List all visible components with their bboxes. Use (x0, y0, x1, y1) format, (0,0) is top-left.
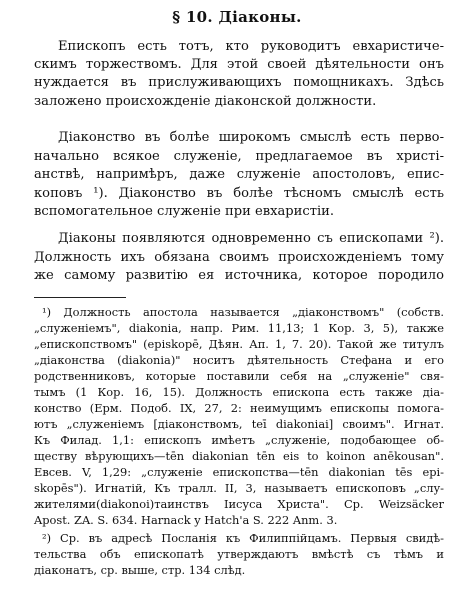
body-line: же самому развитію ея источника, которое породило (34, 268, 444, 283)
footnote-line: родственниковъ, которые поставили себя на „служеніе" свя- (34, 369, 444, 383)
body-line: Должность ихъ обязана своимъ происхожденіемъ тому (34, 250, 444, 265)
body-line: анствѣ, напримѣръ, даже служеніе апостоловъ, епис- (34, 167, 444, 182)
body-line: заложено происхожденіе діаконской должности. (34, 94, 377, 109)
footnote-line: „служеніемъ", diakonia, напр. Рим. 11,13; 1 Кор. 3, 5), также (34, 321, 444, 335)
footnote-line: ютъ „служеніемъ [діаконствомъ, teī diakoniai] своимъ". Игнат. (34, 417, 444, 431)
footnote-line: Евсев. V, 1,29: „служеніе епископства—tēn diakonian tēs epi- (34, 465, 444, 479)
footnote-line: діаконатъ, ср. выше, стр. 134 слѣд. (34, 563, 246, 577)
footnote-line: ¹) Должность апостола называется „діаконствомъ" (собств. (42, 305, 444, 319)
footnote-line: skopēs"). Игнатій, Къ тралл. II, 3, называетъ епископовъ „слу- (34, 481, 444, 495)
body-line: Діаконы появляются одновременно съ епископами ²). (58, 231, 444, 246)
footnote-line: ²) Ср. въ адресѣ Посланія къ Филиппійцамъ. Первыя свидѣ- (42, 531, 444, 545)
body-line: вспомогательное служеніе при евхаристіи. (34, 204, 335, 219)
body-line: Епископъ есть тотъ, кто руководитъ евхаристиче- (58, 39, 444, 54)
footnote-line: тельства объ епископатѣ утверждаютъ вмѣстѣ съ тѣмъ и (34, 547, 444, 561)
section-heading: § 10. Діаконы. (172, 8, 302, 26)
footnote-line: „епископствомъ" (episkopē, Дѣян. Ап. 1, 7. 20). Такой же титулъ (34, 337, 444, 351)
body-line: скимъ торжествомъ. Для этой своей дѣятельности онъ (34, 57, 444, 72)
footnote-line: Къ Филад. 1,1: епископъ имѣетъ „служеніе, подобающее об- (34, 433, 444, 447)
body-line: нуждается въ прислуживающихъ помощникахъ. Здѣсь (34, 75, 444, 90)
footnote-line: жителями(diakonoi)таинствъ Іисуса Христа". Ср. Weizsäcker (34, 497, 444, 511)
footnote-line: ществу вѣрующихъ—tēn diakonian tēn eis to koinon anēkousan". (34, 449, 444, 463)
footnote-separator (34, 297, 126, 298)
body-line: коповъ ¹). Діаконство въ болѣе тѣсномъ смыслѣ есть (34, 186, 444, 201)
body-line: начально всякое служеніе, предлагаемое въ христі- (34, 149, 444, 164)
footnote-line: Apost. ZA. S. 634. Harnack y Hatch'a S. 222 Anm. 3. (34, 513, 338, 527)
body-line: Діаконство въ болѣе широкомъ смыслѣ есть перво- (58, 130, 444, 145)
footnote-line: тымъ (1 Кор. 16, 15). Должность епископа есть также діа- (34, 385, 444, 399)
footnote-line: конство (Ерм. Подоб. IX, 27, 2: неимущимъ епископы помога- (34, 401, 444, 415)
footnote-line: „діаконства (diakonia)" носитъ дѣятельность Стефана и его (34, 353, 444, 367)
